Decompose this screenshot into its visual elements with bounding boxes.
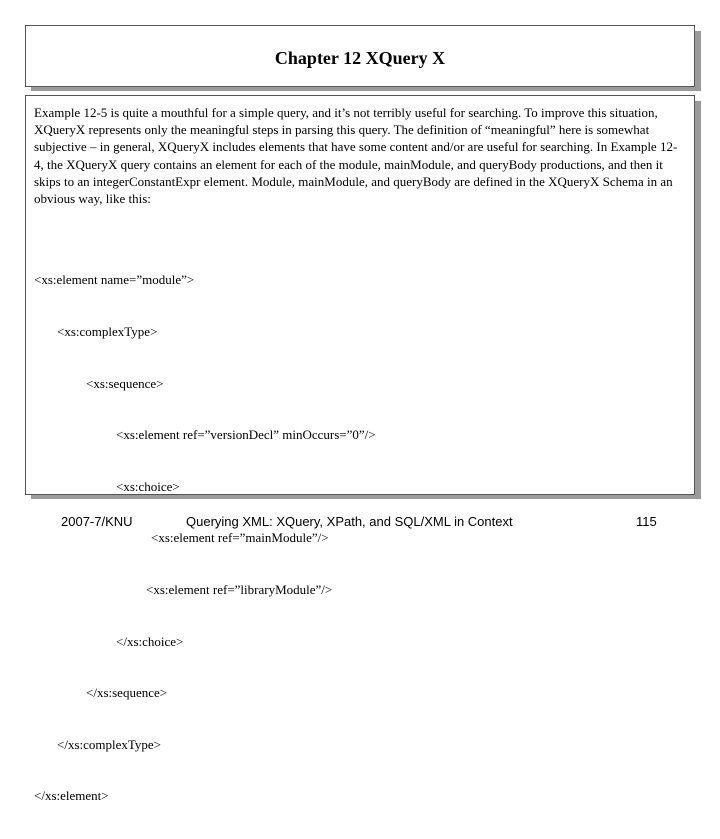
code-line: <xs:element ref=”versionDecl” minOccurs=”0”/> (116, 427, 376, 443)
code-line: <xs:complexType> (57, 324, 158, 339)
code-line: <xs:sequence> (86, 375, 164, 391)
code-line: </xs:sequence> (86, 685, 168, 701)
footer-title: Querying XML: XQuery, XPath, and SQL/XML in Context (186, 514, 513, 529)
title-box (25, 25, 695, 87)
page-number: 115 (636, 514, 657, 529)
code-line: <xs:element ref=”libraryModule”/> (146, 581, 333, 597)
code-line: <xs:choice> (116, 478, 180, 494)
code-line: </xs:complexType> (57, 736, 162, 752)
code-line: <xs:element ref=”mainModule”/> (151, 530, 329, 546)
code-line: <xs:element name=”module”> (34, 272, 195, 288)
body-paragraph: Example 12-5 is quite a mouthful for a simple query, and it’s not terribly useful for searching. To improve this situation, XQueryX represents only the meaningful steps in parsing this query. The definition of “meaningful” here is somewhat subjective – in general, XQueryX includes elements that have some content and/or are useful for searching. In Example 12-4, the XQueryX query contains an element for each of the module, mainModule, and queryBody productions, and then it skips to an integerConstantExpr element. Module, mainModule, and queryBody are defined in the XQueryX Schema in an obvious way, like this: (34, 105, 678, 207)
footer-date: 2007-7/KNU (61, 514, 133, 529)
code-block (34, 237, 376, 839)
slide-title: Chapter 12 XQuery X (274, 47, 446, 68)
code-line: </xs:element> (34, 788, 109, 804)
code-line: </xs:choice> (116, 633, 184, 649)
